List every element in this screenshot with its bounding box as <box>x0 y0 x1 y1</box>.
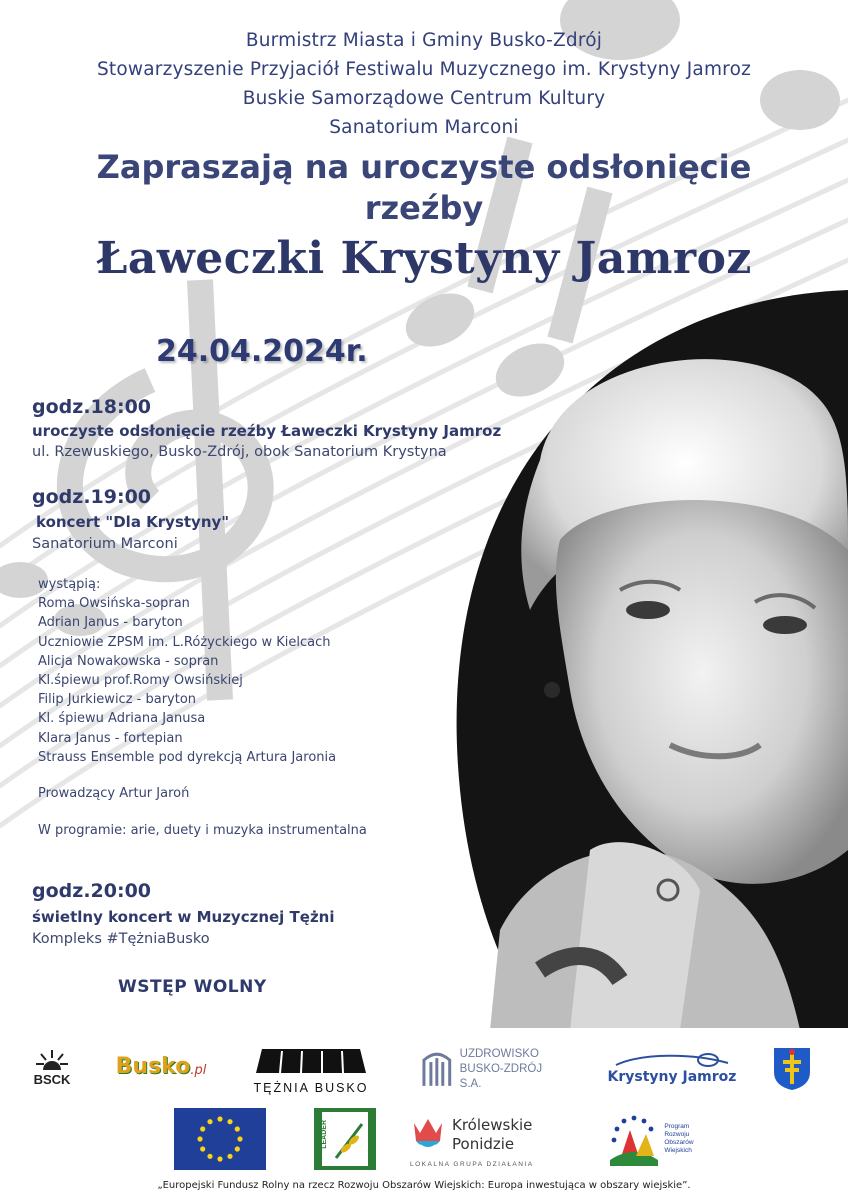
leader-text: LEADER <box>321 1120 328 1149</box>
prow-line1: Program <box>664 1123 690 1130</box>
performers-list <box>38 575 336 767</box>
prow-line3: Obszarów <box>664 1139 694 1146</box>
organizer-line: Sanatorium Marconi <box>329 117 519 138</box>
event-place: ul. Rzewuskiego, Busko-Zdrój, obok Sanatorium Krystyna <box>32 444 447 460</box>
portrait-photo <box>400 290 848 1030</box>
sun-icon <box>35 1048 69 1072</box>
performer-item: Kl. śpiewu Adriana Janusa <box>38 711 206 727</box>
header <box>0 26 848 288</box>
performer-item: Alicja Nowakowska - sopran <box>38 653 219 669</box>
organizer-line: Stowarzyszenie Przyjaciół Festiwalu Muzycznego im. Krystyny Jamroz <box>96 59 752 80</box>
leader-plant-icon <box>332 1118 368 1162</box>
performer-item: Filip Jurkiewicz - baryton <box>38 692 197 708</box>
event-place: Sanatorium Marconi <box>32 536 178 552</box>
prow-line2: Rozwoju <box>664 1131 690 1138</box>
uzdrowisko-line2: BUSKO-ZDRÓJ S.A. <box>459 1062 543 1090</box>
sponsor-footer <box>0 1028 848 1200</box>
event-title: koncert "Dla Krystyny" <box>36 513 230 531</box>
krolewskie-ponidzie-logo <box>410 1108 560 1174</box>
jamroz-text: Krystyny Jamroz <box>607 1069 737 1085</box>
invite-heading-line2: rzeźby <box>364 189 484 227</box>
uzdrowisko-logo <box>420 1048 566 1090</box>
prow-line4: Wiejskich <box>664 1147 692 1154</box>
organizer-line: Burmistrz Miasta i Gminy Busko-Zdrój <box>245 30 603 51</box>
eu-flag-icon <box>174 1108 266 1170</box>
krystyny-jamroz-logo <box>606 1046 738 1090</box>
busko-text: Busko <box>115 1053 191 1079</box>
entry-notice: WSTĘP WOLNY <box>118 977 267 997</box>
performer-item: Strauss Ensemble pod dyrekcją Artura Jaronia <box>38 749 337 765</box>
prow-flag-icon <box>606 1110 662 1168</box>
krolewskie-line1: Królewskie <box>452 1115 533 1134</box>
funding-note: „Europejski Fundusz Rolny na rzecz Rozwoju Obszarów Wiejskich: Europa inwestująca w obszary wiejskie”. <box>157 1180 691 1191</box>
performers-intro: wystąpią: <box>38 577 101 592</box>
sculpture-title: Ławeczki Krystyny Jamroz <box>96 233 752 284</box>
busko-suffix: .pl <box>190 1062 207 1078</box>
crown-icon <box>410 1115 446 1155</box>
host-note: Prowadzący Artur Jaroń <box>38 786 190 801</box>
performer-item: Roma Owsińska-sopran <box>38 596 190 612</box>
uzdrowisko-line1: UZDROWISKO <box>459 1047 539 1060</box>
violin-icon <box>612 1051 732 1069</box>
performer-item: Klara Janus - fortepian <box>38 730 183 746</box>
event-place: Kompleks #TężniaBusko <box>32 931 210 947</box>
event-time: godz.18:00 <box>32 396 152 418</box>
busko-pl-logo <box>116 1048 206 1084</box>
krolewskie-sub: LOKALNA GRUPA DZIAŁANIA <box>410 1160 534 1168</box>
program-note: W programie: arie, duety i muzyka instrumentalna <box>38 823 367 838</box>
performer-item: Adrian Janus - baryton <box>38 615 183 631</box>
prow-logo <box>600 1108 700 1170</box>
invite-heading: Zapraszają na uroczyste odsłonięcie <box>96 148 752 186</box>
teznia-icon <box>252 1043 370 1077</box>
event-title: uroczyste odsłonięcie rzeźby Ławeczki Krystyny Jamroz <box>32 422 502 440</box>
event-time: godz.19:00 <box>32 486 152 508</box>
bsck-logo <box>28 1042 76 1092</box>
bsck-text: BSCK <box>33 1071 71 1087</box>
leader-logo <box>314 1108 376 1170</box>
teznia-text: TĘŻNIA BUSKO <box>253 1081 369 1095</box>
coat-of-arms-icon <box>772 1046 812 1092</box>
event-time: godz.20:00 <box>32 880 152 902</box>
performer-item: Uczniowie ZPSM im. L.Różyckiego w Kielcach <box>38 634 331 650</box>
krolewskie-line2: Ponidzie <box>452 1134 515 1153</box>
event-title: świetlny koncert w Muzycznej Tężni <box>32 908 335 926</box>
teznia-busko-logo <box>246 1040 376 1098</box>
uzdrowisko-icon <box>420 1050 454 1088</box>
performer-item: Kl.śpiewu prof.Romy Owsińskiej <box>38 673 243 689</box>
event-date: 24.04.2024r. <box>156 334 368 369</box>
organizer-line: Buskie Samorządowe Centrum Kultury <box>242 88 606 109</box>
